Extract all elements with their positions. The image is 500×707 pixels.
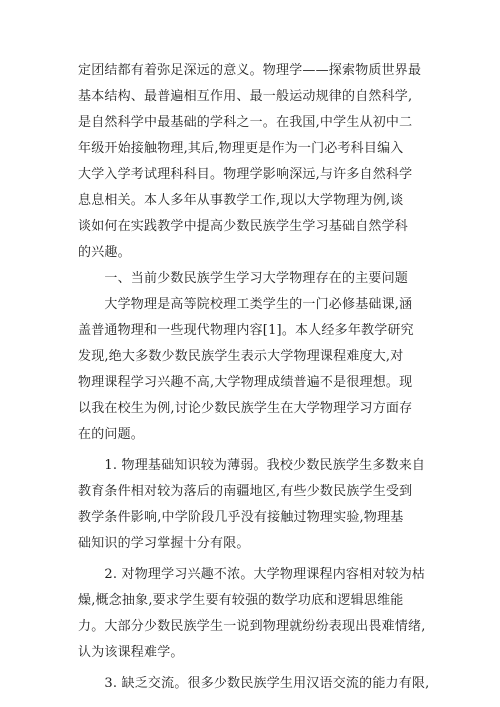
text-line: 础知识的学习掌握十分有限。	[78, 536, 250, 551]
text-line: 物理课程学习兴趣不高,大学物理成绩普遍不是很理想。现	[78, 375, 413, 390]
text-line: 认为该课程难学。	[78, 645, 184, 660]
text-line: 2. 对物理学习兴趣不浓。大学物理课程内容相对较为枯	[78, 567, 426, 582]
text-line: 定团结都有着弥足深远的意义。物理学——探索物质世界最	[78, 63, 422, 78]
text-line: 的兴趣。	[78, 245, 131, 260]
text-line: 大学物理是高等院校理工类学生的一门必修基础课,涵	[78, 297, 413, 312]
text-line: 发现,绝大多数少数民族学生表示大学物理课程难度大,对	[78, 349, 404, 364]
text-line: 3. 缺乏交流。很多少数民族学生用汉语交流的能力有限,	[78, 676, 430, 691]
text-line: 燥,概念抽象,要求学生要有较强的数学功底和逻辑思维能	[78, 593, 404, 608]
text-line: 谈如何在实践教学中提高少数民族学生学习基础自然学科	[78, 219, 409, 234]
text-line: 盖普通物理和一些现代物理内容[1]。本人经多年教学研究	[78, 323, 414, 338]
text-line: 教育条件相对较为落后的南疆地区,有些少数民族学生受到	[78, 484, 413, 499]
section-heading: 一、当前少数民族学生学习大学物理存在的主要问题	[78, 271, 409, 286]
text-line: 大学入学考试理科科目。物理学影响深远,与许多自然科学	[78, 167, 413, 182]
text-line: 年级开始接触物理,其后,物理更是作为一门必考科目编入	[78, 141, 404, 156]
text-line: 以我在校生为例,讨论少数民族学生在大学物理学习方面存	[78, 401, 413, 416]
text-line: 在的问题。	[78, 427, 145, 442]
text-line: 是自然科学中最基础的学科之一。在我国,中学生从初中二	[78, 115, 413, 130]
text-line: 力。大部分少数民族学生一说到物理就纷纷表现出畏难情绪,	[78, 619, 426, 634]
text-line: 1. 物理基础知识较为薄弱。我校少数民族学生多数来自	[78, 458, 426, 473]
document-body	[78, 58, 430, 697]
text-line: 教学条件影响,中学阶段几乎没有接触过物理实验,物理基	[78, 510, 404, 525]
text-line: 基本结构、最普遍相互作用、最一般运动规律的自然科学,	[78, 89, 413, 104]
text-line: 息息相关。本人多年从事教学工作,现以大学物理为例,谈	[78, 193, 404, 208]
